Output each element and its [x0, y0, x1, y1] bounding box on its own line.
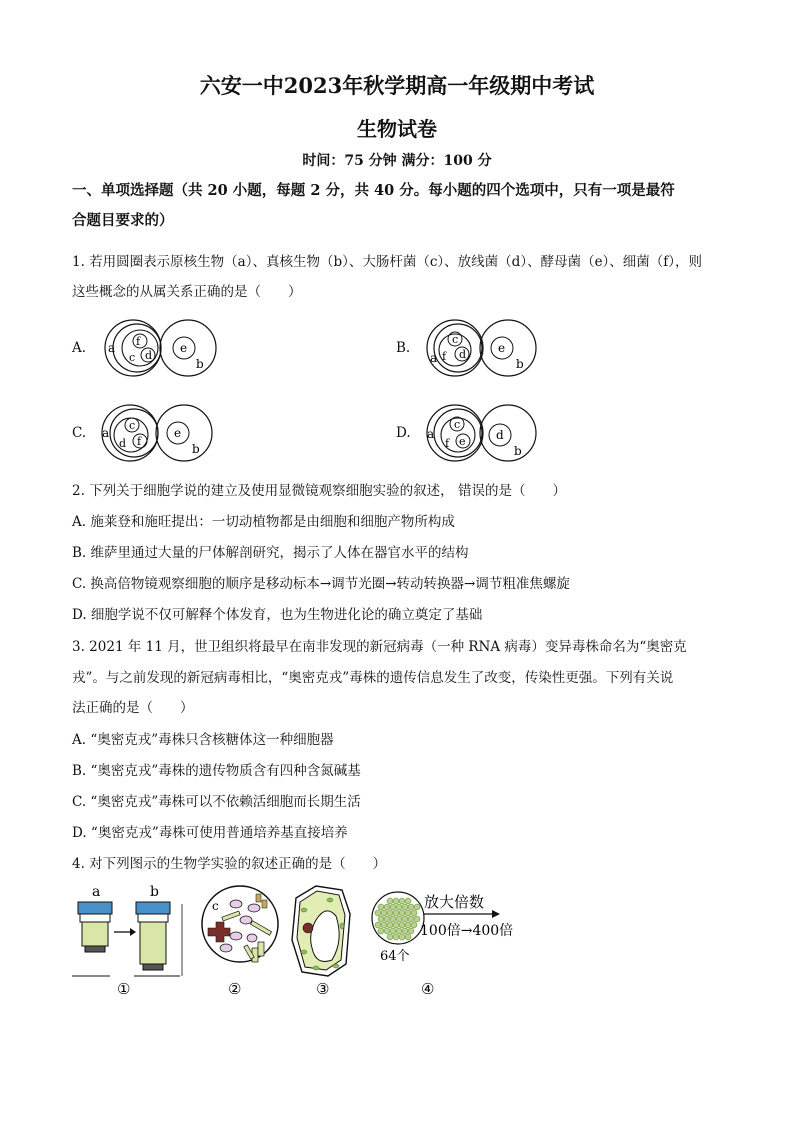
magnification-caption: 放大倍数 — [424, 893, 485, 911]
q1-option-b-label[interactable]: B. — [396, 340, 411, 356]
label-d: d — [145, 349, 153, 362]
cell — [393, 934, 399, 940]
cell — [408, 904, 414, 910]
label-f: f — [442, 350, 447, 363]
label-e: e — [180, 341, 188, 355]
label-c: c — [452, 333, 459, 346]
cell — [399, 910, 405, 916]
cell — [381, 910, 387, 916]
magnification-change: 100倍→400倍 — [420, 923, 514, 939]
cell — [390, 904, 396, 910]
cell — [384, 916, 390, 922]
label-a: a — [430, 351, 438, 365]
subject-title: 生物试卷 — [357, 117, 437, 141]
cell — [402, 916, 408, 922]
label-f: f — [445, 437, 450, 450]
section-heading-line2: 合题目要求的） — [72, 212, 174, 229]
q1-option-c-diagram[interactable] — [96, 400, 226, 468]
cell — [396, 904, 402, 910]
q2-option-c[interactable]: C. 换高倍物镜观察细胞的顺序是移动标本→调节光圈→转动转换器→调节粗准焦螺旋 — [72, 576, 570, 592]
time-info: 时间：75 分钟 满分：100 分 — [302, 153, 492, 169]
label-a: a — [108, 341, 116, 355]
section-heading — [72, 176, 732, 236]
cell — [405, 934, 411, 940]
cell — [390, 928, 396, 934]
q2-stem: 2. 下列关于细胞学说的建立及使用显微镜观察细胞实验的叙述， 错误的是（ ） — [72, 483, 566, 499]
label-e: e — [459, 435, 466, 448]
label-c: c — [129, 419, 136, 432]
q1-stem-line2: 这些概念的从属关系正确的是（ ） — [72, 284, 302, 300]
objective-lens-b — [136, 902, 170, 970]
cell — [396, 928, 402, 934]
cell — [387, 910, 393, 916]
q1-option-d-diagram[interactable] — [420, 400, 550, 468]
cell — [375, 910, 381, 916]
q4-figure-blood-cells — [196, 880, 286, 1000]
figure-3-number: ③ — [316, 980, 330, 998]
label-b: b — [514, 444, 522, 458]
exam-title: 六安一中2023年秋学期高一年级期中考试 — [199, 73, 595, 98]
q2-option-b[interactable]: B. 维萨里通过大量的尸体解剖研究，揭示了人体在器官水平的结构 — [72, 545, 469, 561]
q4-figure-plant-cell — [286, 880, 356, 1000]
cell — [405, 898, 411, 904]
cell — [378, 904, 384, 910]
figure-1-number: ① — [117, 980, 131, 998]
label-d: d — [119, 437, 127, 450]
cell — [411, 910, 417, 916]
section-heading-line1: 一、单项选择题（共 20 小题，每题 2 分，共 40 分。每小题的四个选项中，只有一项是最符 — [72, 182, 675, 199]
q4-figure-magnification — [366, 880, 536, 1000]
cell — [393, 910, 399, 916]
cell — [384, 904, 390, 910]
q3-option-d[interactable]: D. “奥密克戎”毒株可使用普通培养基直接培养 — [72, 825, 348, 841]
cell — [378, 928, 384, 934]
label-a: a — [92, 884, 101, 900]
cell — [399, 898, 405, 904]
cell — [387, 934, 393, 940]
cell — [399, 922, 405, 928]
q4-stem: 4. 对下列图示的生物学实验的叙述正确的是（ ） — [72, 856, 387, 872]
cell — [375, 922, 381, 928]
q1-option-d-label[interactable]: D. — [396, 425, 411, 441]
q2-option-d[interactable]: D. 细胞学说不仅可解释个体发育，也为生物进化论的确立奠定了基础 — [72, 607, 483, 623]
label-f: f — [137, 435, 142, 448]
label-c: c — [454, 418, 461, 431]
cell — [399, 934, 405, 940]
cell — [402, 928, 408, 934]
cell — [396, 916, 402, 922]
arrow-right-icon — [492, 910, 500, 918]
q4-figure-objectives — [70, 880, 190, 1000]
q3-stem-line1: 3. 2021 年 11 月，世卫组织将最早在南非发现的新冠病毒（一种 RNA 病毒）变异毒株命名为“奥密克 — [72, 639, 687, 655]
label-b: b — [196, 357, 204, 371]
label-f: f — [136, 335, 141, 348]
cell — [402, 904, 408, 910]
label-e: e — [174, 426, 182, 440]
objective-lens-a — [78, 902, 112, 952]
cell — [393, 898, 399, 904]
cell — [387, 922, 393, 928]
label-d: d — [459, 348, 467, 361]
label-e: e — [498, 341, 506, 355]
cell — [390, 916, 396, 922]
cell — [405, 910, 411, 916]
q3-stem-line3: 法正确的是（ ） — [72, 700, 194, 716]
cell — [387, 898, 393, 904]
cell — [414, 916, 420, 922]
q3-stem-line2: 戎”。与之前发现的新冠病毒相比，“奥密克戎”毒株的遗传信息发生了改变，传染性更强。下列有关说 — [72, 670, 674, 686]
q3-option-c[interactable]: C. “奥密克戎”毒株可以不依赖活细胞而长期生活 — [72, 794, 361, 810]
figure-4-number: ④ — [421, 980, 435, 998]
q1-option-b-diagram[interactable] — [420, 316, 550, 382]
cell-count: 64个 — [380, 949, 410, 964]
cell — [378, 916, 384, 922]
cell — [405, 922, 411, 928]
label-b: b — [150, 884, 159, 900]
label-d: d — [496, 428, 504, 442]
cell — [381, 922, 387, 928]
cell — [408, 916, 414, 922]
q3-option-a[interactable]: A. “奥密克戎”毒株只含核糖体这一种细胞器 — [72, 732, 334, 748]
label-b: b — [192, 442, 200, 456]
q2-option-a[interactable]: A. 施莱登和施旺提出：一切动植物都是由细胞和细胞产物所构成 — [72, 514, 455, 530]
label-a: a — [102, 426, 110, 440]
cell — [393, 922, 399, 928]
cell — [414, 904, 420, 910]
q1-option-a-label[interactable]: A. — [72, 340, 87, 356]
cell — [384, 928, 390, 934]
q1-option-c-label[interactable]: C. — [72, 425, 87, 441]
label-a: a — [427, 427, 435, 441]
q1-option-a-diagram[interactable] — [100, 316, 230, 382]
cell — [408, 928, 414, 934]
label-c: c — [212, 899, 219, 913]
q3-option-b[interactable]: B. “奥密克戎”毒株的遗传物质含有四种含氮碱基 — [72, 763, 361, 779]
cell — [411, 922, 417, 928]
label-b: b — [516, 357, 524, 371]
figure-2-number: ② — [228, 980, 242, 998]
label-c: c — [129, 351, 136, 364]
q1-stem-line1: 1. 若用圆圈表示原核生物（a）、真核生物（b）、大肠杆菌（c）、放线菌（d）、酵母菌（e）、细菌（f），则 — [72, 254, 703, 270]
